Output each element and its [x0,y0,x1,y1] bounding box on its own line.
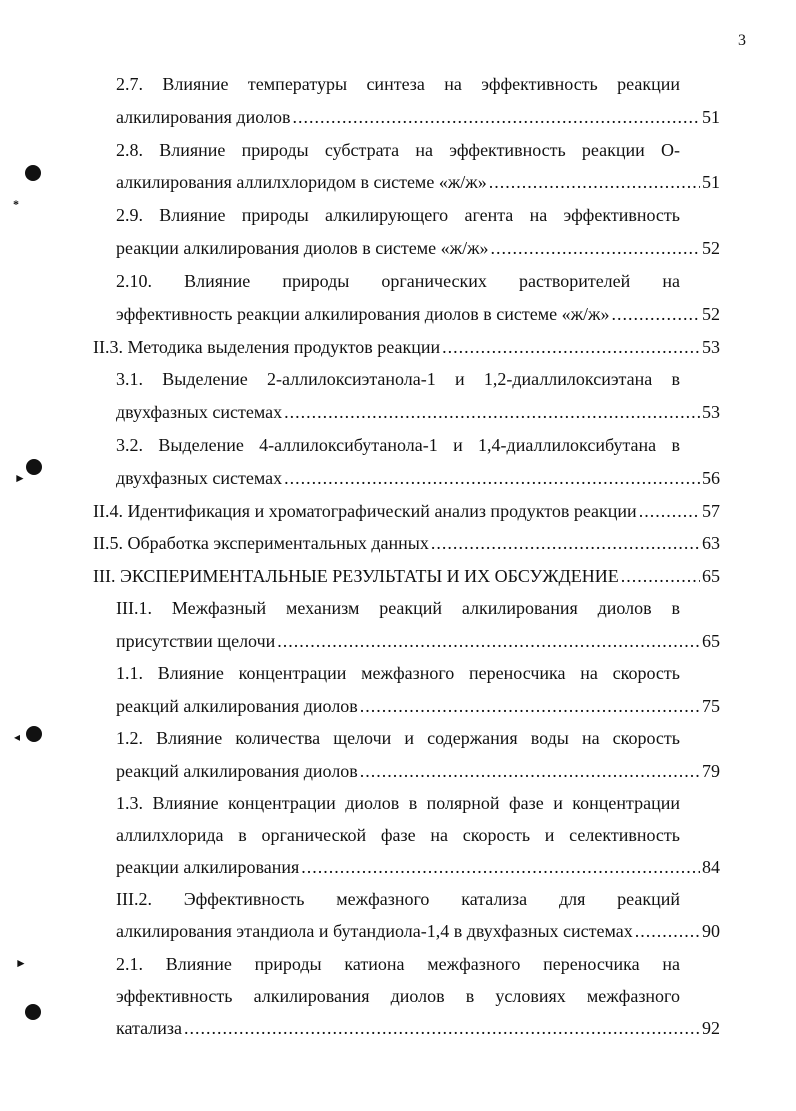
scan-speck-mark: ► [14,471,26,485]
toc-entry-text: алкилирования этандиола и бутандиола-1,4 в двухфазных системах [116,921,633,941]
toc-page-number: 53 [702,337,720,357]
toc-page-number: 90 [702,921,720,941]
toc-page-number: 52 [702,304,720,324]
dot-leader [184,1017,700,1039]
toc-entry-last-line [93,532,720,554]
toc-page-number: 56 [702,468,720,488]
toc-page-number: 52 [702,238,720,258]
toc-page-number: 65 [702,631,720,651]
dot-leader [284,467,700,489]
toc-entry-text: катализа [116,1018,182,1038]
toc-page-number: 75 [702,696,720,716]
toc-entry-text: эффективность реакции алкилирования диолов в системе «ж/ж» [116,304,610,324]
dot-leader [621,565,700,587]
toc-entry-text: алкилирования диолов [116,107,291,127]
toc-page-number: 84 [702,857,720,877]
dot-leader [301,856,700,878]
punch-hole-mark [26,726,42,742]
toc-entry-last-line [116,467,720,489]
toc-entry-text: 3.1. Выделение 2-аллилоксиэтанола-1 и 1,2-диаллилоксиэтана в [116,369,680,389]
punch-hole-mark [26,459,42,475]
punch-hole-mark [25,1004,41,1020]
toc-entry-last-line [116,237,720,259]
dot-leader [442,336,700,358]
toc-entry-text: реакции алкилирования [116,857,300,877]
punch-hole-mark [25,165,41,181]
toc-entry-text: 2.7. Влияние температуры синтеза на эффективность реакции [116,74,680,94]
toc-entry-text: эффективность алкилирования диолов в условиях межфазного [116,986,680,1006]
toc-entry-text: II.5. Обработка экспериментальных данных [93,533,429,553]
toc-entry-text: 1.3. Влияние концентрации диолов в полярной фазе и концентрации [116,793,680,813]
dot-leader [284,401,700,423]
toc-entry-last-line [116,630,720,652]
toc-entry-text: III.2. Эффективность межфазного катализа для реакций [116,889,680,909]
toc-entry-last-line [93,500,720,522]
toc-entry-last-line [116,401,720,423]
toc-entry-text: 2.10. Влияние природы органических растворителей на [116,271,680,291]
dot-leader [431,532,700,554]
toc-entry-text: двухфазных системах [116,468,283,488]
toc-page-number: 65 [702,566,720,586]
toc-entry-last-line [116,303,720,325]
toc-entry-text: 3.2. Выделение 4-аллилоксибутанола-1 и 1,4-диаллилоксибутана в [116,435,680,455]
toc-entry-last-line [116,760,720,782]
scan-speck-mark: ► [15,956,27,970]
dot-leader [639,500,700,522]
toc-page-number: 51 [702,107,720,127]
toc-entry-last-line [116,1017,720,1039]
page-number: 3 [738,32,746,49]
dot-leader [489,171,700,193]
dot-leader [360,760,700,782]
toc-page-number: 92 [702,1018,720,1038]
toc-entry-last-line [116,695,720,717]
toc-entry-text: II.3. Методика выделения продуктов реакции [93,337,441,357]
toc-entry-last-line [93,336,720,358]
dot-leader [292,106,700,128]
toc-entry-last-line [116,171,720,193]
toc-entry-last-line [116,920,720,942]
toc-entry-text: 2.8. Влияние природы субстрата на эффективность реакции О- [116,140,680,160]
toc-page-number: 79 [702,761,720,781]
toc-entry-text: аллилхлорида в органической фазе на скорость и селективность [116,825,680,845]
dot-leader [491,237,700,259]
toc-entry-text: алкилирования аллилхлоридом в системе «ж/ж» [116,172,487,192]
toc-entry-text: 2.9. Влияние природы алкилирующего агента на эффективность [116,205,680,225]
toc-entry-text: II.4. Идентификация и хроматографический анализ продуктов реакции [93,501,637,521]
scan-speck-mark: * [13,197,19,211]
toc-page-number: 57 [702,501,720,521]
toc-entry-text: реакций алкилирования диолов [116,696,358,716]
dot-leader [612,303,701,325]
toc-entry-text: реакций алкилирования диолов [116,761,358,781]
toc-entry-text: 1.2. Влияние количества щелочи и содержания воды на скорость [116,728,680,748]
toc-entry-text: III.1. Межфазный механизм реакций алкилирования диолов в [116,598,680,618]
toc-page-number: 53 [702,402,720,422]
toc-entry-text: III. ЭКСПЕРИМЕНТАЛЬНЫЕ РЕЗУЛЬТАТЫ И ИХ ОБСУЖДЕНИЕ [93,566,619,586]
toc-entry-text: 1.1. Влияние концентрации межфазного переносчика на скорость [116,663,680,683]
dot-leader [277,630,700,652]
toc-page-number: 51 [702,172,720,192]
toc-entry-last-line [116,106,720,128]
toc-entry-text: 2.1. Влияние природы катиона межфазного переносчика на [116,954,680,974]
dot-leader [635,920,700,942]
scan-speck-mark: ◂ [14,730,21,744]
toc-entry-text: присутствии щелочи [116,631,276,651]
toc-entry-last-line [116,856,720,878]
toc-page-number: 63 [702,533,720,553]
toc-entry-text: реакции алкилирования диолов в системе «ж/ж» [116,238,489,258]
dot-leader [360,695,700,717]
toc-entry-text: двухфазных системах [116,402,283,422]
toc-entry-last-line [93,565,720,587]
